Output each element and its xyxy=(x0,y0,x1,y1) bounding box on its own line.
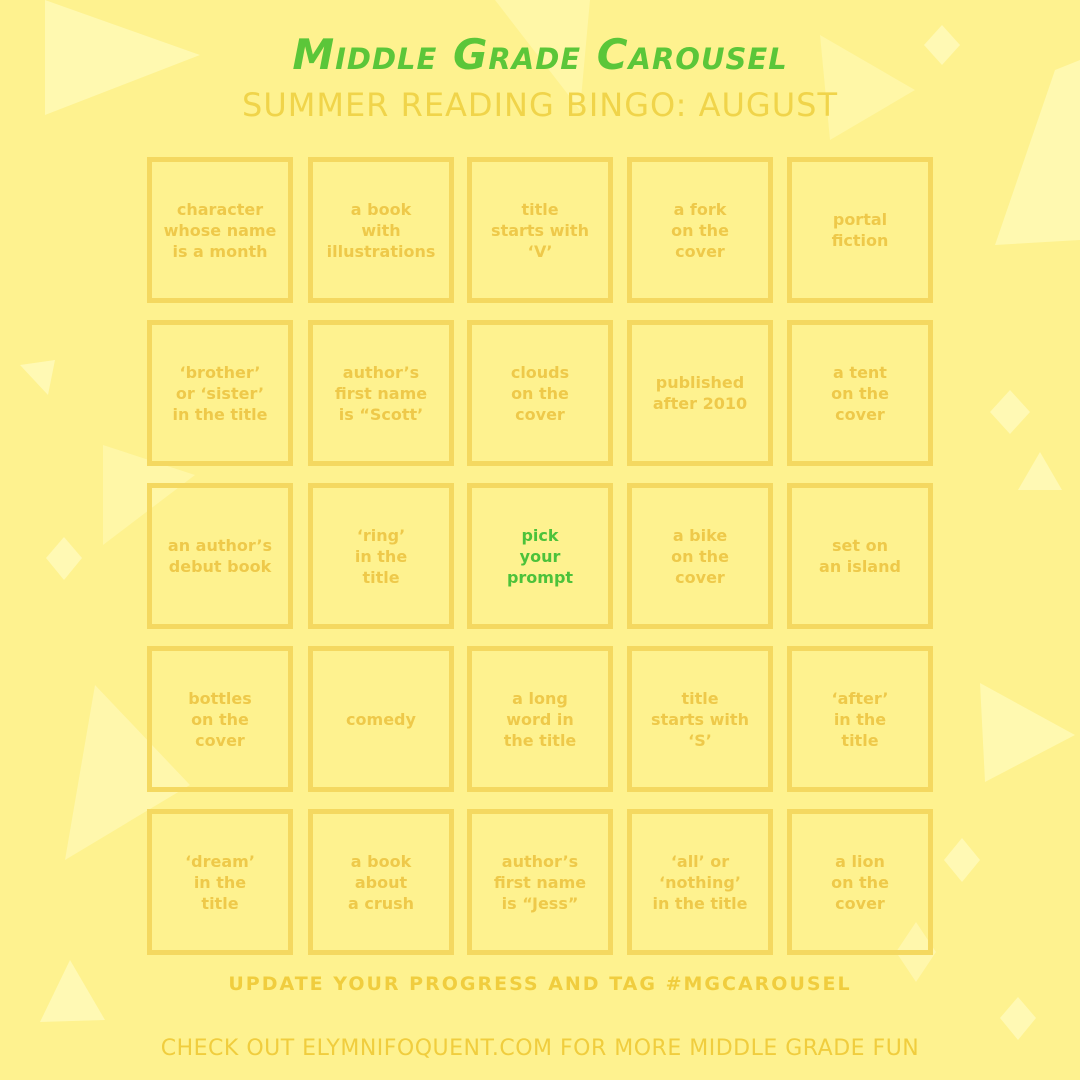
bingo-cell-label: a lion on the cover xyxy=(831,851,889,913)
bingo-cell[interactable] xyxy=(308,809,454,955)
bingo-grid xyxy=(147,157,934,957)
tagline: UPDATE YOUR PROGRESS AND TAG #MGCAROUSEL xyxy=(228,973,852,995)
bingo-cell-label: set on an island xyxy=(819,536,901,576)
diamond-shape xyxy=(1000,997,1036,1040)
bingo-cell-label: ‘ring’ in the title xyxy=(354,525,408,587)
triangle-shape xyxy=(20,360,55,395)
bingo-cell-label: ‘after’ in the title xyxy=(831,688,889,750)
footer-text: CHECK OUT ELYMNIFOQUENT.COM FOR MORE MIDDLE GRADE FUN xyxy=(160,1036,920,1061)
bingo-cell-label: a long word in the title xyxy=(503,688,577,750)
bingo-cell[interactable] xyxy=(308,157,454,303)
bingo-cell[interactable] xyxy=(147,483,293,629)
bingo-cell-label: published after 2010 xyxy=(652,373,748,413)
bingo-cell[interactable] xyxy=(467,157,613,303)
diamond-shape xyxy=(944,838,980,882)
bingo-cell-label: pick your prompt xyxy=(506,525,574,587)
bingo-cell[interactable] xyxy=(787,483,933,629)
bingo-cell[interactable] xyxy=(308,320,454,466)
bingo-cell-label: portal fiction xyxy=(831,210,889,250)
bingo-cell-label: clouds on the cover xyxy=(510,362,570,424)
bingo-cell[interactable] xyxy=(787,320,933,466)
bingo-cell-label: a bike on the cover xyxy=(671,525,729,587)
bingo-cell[interactable] xyxy=(627,483,773,629)
bingo-cell[interactable] xyxy=(627,157,773,303)
bingo-cell-label: ‘dream’ in the title xyxy=(185,851,255,913)
bingo-cell-label: ‘all’ or ‘nothing’ in the title xyxy=(652,851,748,913)
diamond-shape xyxy=(46,537,82,580)
bingo-cell[interactable] xyxy=(787,157,933,303)
bingo-cell-label: a tent on the cover xyxy=(831,362,889,424)
bingo-cell[interactable] xyxy=(627,320,773,466)
bingo-cell-label: title starts with ‘V’ xyxy=(491,199,589,261)
bingo-cell[interactable] xyxy=(147,809,293,955)
bingo-cell-label: an author’s debut book xyxy=(167,536,273,576)
bingo-cell-free[interactable] xyxy=(467,483,613,629)
bingo-cell-label: author’s first name is “Scott’ xyxy=(334,362,428,424)
bingo-cell-label: comedy xyxy=(346,709,416,729)
bingo-cell[interactable] xyxy=(787,809,933,955)
bingo-cell[interactable] xyxy=(627,809,773,955)
bingo-cell-label: bottles on the cover xyxy=(188,688,252,750)
bingo-cell[interactable] xyxy=(467,646,613,792)
diamond-shape xyxy=(990,390,1030,434)
bingo-cell-label: character whose name is a month xyxy=(163,199,277,261)
page-subtitle: SUMMER READING BINGO: AUGUST xyxy=(242,86,838,124)
triangle-shape xyxy=(1018,452,1062,490)
bingo-cell[interactable] xyxy=(147,320,293,466)
page-title: Middle Grade Carousel xyxy=(292,30,788,79)
bingo-cell-label: ‘brother’ or ‘sister’ in the title xyxy=(172,362,268,424)
bingo-cell[interactable] xyxy=(467,320,613,466)
bingo-cell[interactable] xyxy=(787,646,933,792)
bingo-cell-label: a book about a crush xyxy=(347,851,415,913)
bingo-cell-label: a fork on the cover xyxy=(671,199,729,261)
bingo-cell[interactable] xyxy=(147,157,293,303)
bingo-cell-label: author’s first name is “Jess” xyxy=(493,851,587,913)
bingo-cell[interactable] xyxy=(627,646,773,792)
bingo-cell[interactable] xyxy=(147,646,293,792)
triangle-shape xyxy=(980,683,1075,782)
bingo-cell-label: title starts with ‘S’ xyxy=(651,688,749,750)
bingo-cell[interactable] xyxy=(308,483,454,629)
bingo-cell[interactable] xyxy=(467,809,613,955)
bingo-cell-label: a book with illustrations xyxy=(326,199,436,261)
bingo-cell[interactable] xyxy=(308,646,454,792)
